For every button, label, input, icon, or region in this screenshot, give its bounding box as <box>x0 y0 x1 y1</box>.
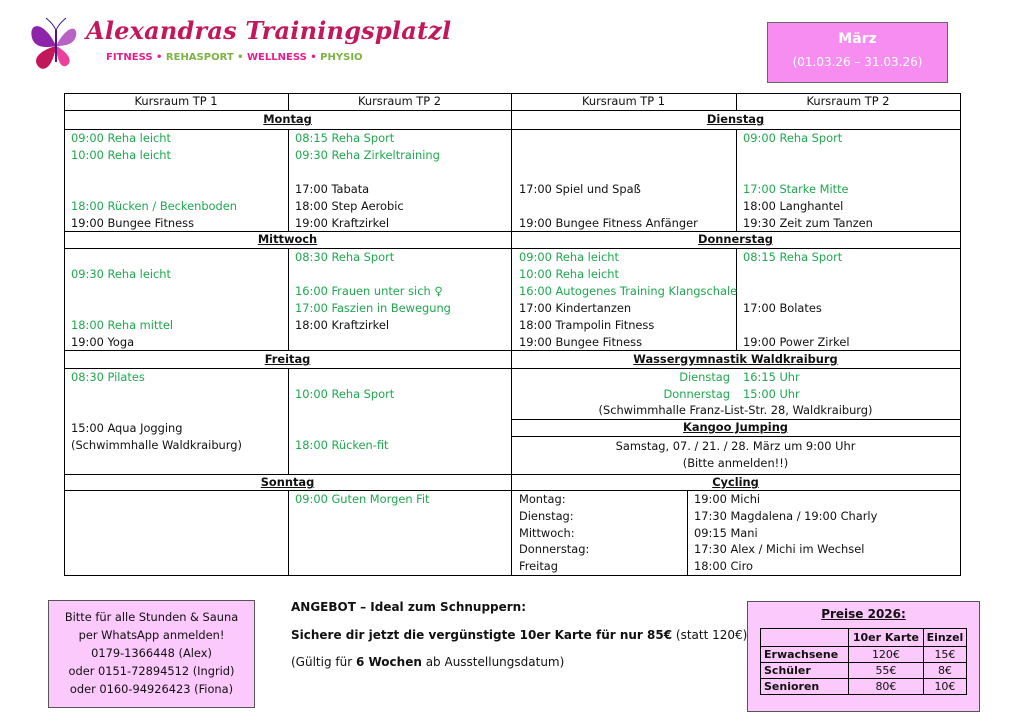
sonntag-tp2-course: 09:00 Guten Morgen Fit <box>295 492 430 506</box>
freitag-tp2-course: 10:00 Reha Sport <box>295 387 395 401</box>
mittwoch-tp2-course: 18:00 Kraftzirkel <box>295 318 390 332</box>
tagline-fitness: FITNESS <box>106 52 153 63</box>
column-header-tp1-left: Kursraum TP 1 <box>134 94 218 108</box>
month-name: März <box>838 31 877 47</box>
cycling-row <box>519 508 959 525</box>
prices-row <box>761 679 967 695</box>
cycling-list <box>519 491 959 575</box>
prices-row-label: Senioren <box>761 679 849 695</box>
offer-valid-pre: (Gültig für <box>291 655 356 669</box>
prices-single-value: 10€ <box>923 679 966 695</box>
prices-row-label: Schüler <box>761 663 849 679</box>
mittwoch-tp2-course: 08:30 Reha Sport <box>295 250 395 264</box>
tagline-physio: PHYSIO <box>320 52 363 63</box>
donnerstag-tp1-course: 18:00 Trampolin Fitness <box>519 318 655 332</box>
prices-title: Preise 2026: <box>821 607 906 621</box>
montag-tp2-course: 09:30 Reha Zirkeltraining <box>295 148 440 162</box>
freitag-tp2 <box>295 369 394 454</box>
prices-row-label: Erwachsene <box>761 647 849 663</box>
wasser-time-1: 16:15 Uhr <box>743 370 800 384</box>
day-header-dienstag: Dienstag <box>706 112 765 126</box>
mittwoch-tp1-empty-slot <box>71 300 173 317</box>
dienstag-tp2 <box>743 130 873 232</box>
donnerstag-tp1 <box>519 249 737 351</box>
dienstag-tp2-course: 09:00 Reha Sport <box>743 131 843 145</box>
kangoo-dates: Samstag, 07. / 21. / 28. März um 9:00 Uhr <box>615 439 856 453</box>
section-header-kangoo: Kangoo Jumping <box>683 420 788 434</box>
cycling-day: Dienstag: <box>519 508 574 523</box>
contact-line: oder 0160-94926423 (Fiona) <box>69 682 234 696</box>
cycling-row <box>519 525 959 542</box>
dienstag-tp1-empty-slot <box>519 198 698 215</box>
donnerstag-tp1-course: 19:00 Bungee Fitness <box>519 335 643 349</box>
donnerstag-tp2-course: 08:15 Reha Sport <box>743 250 843 264</box>
cycling-trainer: 09:15 Mani <box>694 525 758 540</box>
column-header-tp2-right: Kursraum TP 2 <box>806 94 890 108</box>
contact-line: oder 0151-72894512 (Ingrid) <box>68 664 235 678</box>
offer-price-bold: Sichere dir jetzt die vergünstigte 10er Karte für nur 85€ <box>291 628 673 642</box>
cycling-row <box>519 491 959 508</box>
donnerstag-tp2-empty-slot <box>743 283 850 300</box>
mittwoch-tp2-course: 17:00 Faszien in Bewegung <box>295 301 451 315</box>
day-header-donnerstag: Donnerstag <box>698 232 773 246</box>
dienstag-tp2-course: 19:30 Zeit zum Tanzen <box>743 216 873 230</box>
dienstag-tp2-empty-slot <box>743 164 873 181</box>
mittwoch-tp1-course: 19:00 Yoga <box>71 335 135 349</box>
prices-header-single: Einzel <box>923 629 966 647</box>
montag-tp1 <box>71 130 237 232</box>
prices-row <box>761 647 967 663</box>
cycling-day: Freitag <box>519 559 559 574</box>
cycling-trainer: 19:00 Michi <box>694 492 761 506</box>
prices-single-value: 8€ <box>923 663 966 679</box>
cycling-trainer: 17:30 Magdalena / 19:00 Charly <box>694 508 878 523</box>
mittwoch-tp1-course: 18:00 Reha mittel <box>71 318 174 332</box>
montag-tp2 <box>295 130 440 232</box>
offer-line-1 <box>291 626 748 644</box>
mittwoch-tp2-course: 16:00 Frauen unter sich ♀ <box>295 284 443 298</box>
prices-card-value: 55€ <box>848 663 923 679</box>
column-header-tp2-left: Kursraum TP 2 <box>357 94 442 108</box>
mittwoch-tp2-empty-slot <box>295 266 451 283</box>
dienstag-tp1 <box>519 130 698 232</box>
section-header-wassergymnastik: Wassergymnastik Waldkraiburg <box>633 352 838 366</box>
donnerstag-tp2 <box>743 249 850 351</box>
cycling-day: Donnerstag: <box>519 542 590 557</box>
mittwoch-tp1-empty-slot <box>71 249 173 266</box>
prices-header-card: 10er Karte <box>848 629 923 647</box>
offer-valid-post: ab Ausstellungsdatum) <box>421 655 565 669</box>
montag-tp1-course: 09:00 Reha leicht <box>71 131 171 145</box>
offer-price-rest: (statt 120€) <box>672 628 748 642</box>
mittwoch-tp2-empty-slot <box>295 334 451 351</box>
prices-card-value: 80€ <box>848 679 923 695</box>
freitag-tp2-empty-slot <box>295 403 394 420</box>
dienstag-tp2-empty-slot <box>743 147 873 164</box>
cycling-day: Mittwoch: <box>519 525 575 540</box>
offer-line-2 <box>291 653 731 671</box>
prices-single-value: 15€ <box>923 647 966 663</box>
month-range: (01.03.26 – 31.03.26) <box>792 55 923 69</box>
montag-tp1-course: 10:00 Reha leicht <box>71 148 171 162</box>
freitag-tp2-course: 18:00 Rücken-fit <box>295 438 389 452</box>
donnerstag-tp2-course: 17:00 Bolates <box>743 301 822 315</box>
dienstag-tp1-empty-slot <box>519 147 698 164</box>
dienstag-tp1-course: 17:00 Spiel und Spaß <box>519 182 641 196</box>
dienstag-tp2-course: 18:00 Langhantel <box>743 199 844 213</box>
cycling-trainer: 17:30 Alex / Michi im Wechsel <box>694 542 865 557</box>
mittwoch-tp2 <box>295 249 451 351</box>
tagline-reha: REHASPORT <box>165 52 234 63</box>
cycling-row <box>519 558 959 575</box>
column-header-tp1-right: Kursraum TP 1 <box>581 94 666 108</box>
prices-header-empty <box>761 629 849 647</box>
prices-card-value: 120€ <box>848 647 923 663</box>
donnerstag-tp1-course: 09:00 Reha leicht <box>519 250 619 264</box>
contact-line: per WhatsApp anmelden! <box>78 628 225 642</box>
cycling-trainer: 18:00 Ciro <box>694 559 753 574</box>
montag-tp1-empty-slot <box>71 181 237 198</box>
dienstag-tp1-course: 19:00 Bungee Fitness Anfänger <box>519 216 698 230</box>
logo-title: Alexandras Trainingsplatzl <box>86 16 452 45</box>
kangoo-note: (Bitte anmelden!!) <box>682 456 789 470</box>
offer-valid-bold: 6 Wochen <box>355 655 422 669</box>
day-header-mittwoch: Mittwoch <box>257 232 318 246</box>
day-header-sonntag: Sonntag <box>260 475 315 489</box>
montag-tp2-course: 19:00 Kraftzirkel <box>295 216 390 230</box>
donnerstag-tp1-course: 10:00 Reha leicht <box>519 267 619 281</box>
day-header-freitag: Freitag <box>264 352 311 366</box>
contact-line: Bitte für alle Stunden & Sauna <box>64 610 239 624</box>
freitag-tp1-course: 15:00 Aqua Jogging <box>71 421 183 435</box>
dienstag-tp1-empty-slot <box>519 164 698 181</box>
montag-tp1-course: 19:00 Bungee Fitness <box>71 216 195 230</box>
donnerstag-tp2-empty-slot <box>743 317 850 334</box>
freitag-tp1-empty-slot <box>71 403 242 420</box>
prices-row <box>761 663 967 679</box>
montag-tp2-course: 18:00 Step Aerobic <box>295 199 404 213</box>
logo-tagline: FITNESS • REHASPORT • WELLNESS • PHYSIO <box>106 52 363 63</box>
freitag-tp2-empty-slot <box>295 369 394 386</box>
mittwoch-tp1 <box>71 249 173 351</box>
freitag-tp2-empty-slot <box>295 420 394 437</box>
contact-box <box>48 600 255 708</box>
offer-title: ANGEBOT – Ideal zum Schnuppern: <box>291 600 527 614</box>
contact-lines <box>49 608 254 698</box>
wasser-day-1: Dienstag <box>679 370 730 384</box>
freitag-tp1-empty-slot <box>71 386 242 403</box>
tagline-wellness: WELLNESS <box>247 52 307 63</box>
montag-tp2-empty-slot <box>295 164 440 181</box>
freitag-tp1-course: 08:30 Pilates <box>71 370 145 384</box>
montag-tp1-empty-slot <box>71 164 237 181</box>
donnerstag-tp2-empty-slot <box>743 266 850 283</box>
contact-line: 0179-1366448 (Alex) <box>91 646 212 660</box>
mittwoch-tp1-course: 09:30 Reha leicht <box>71 267 171 281</box>
montag-tp2-course: 17:00 Tabata <box>295 182 370 196</box>
sonntag-tp2 <box>295 491 430 508</box>
offer <box>291 598 748 671</box>
donnerstag-tp1-course: 17:00 Kindertanzen <box>519 301 632 315</box>
section-header-cycling: Cycling <box>712 475 759 489</box>
prices-table <box>760 628 967 695</box>
wasser-day-2: Donnerstag <box>663 387 730 401</box>
freitag-tp1-course: (Schwimmhalle Waldkraiburg) <box>71 438 242 452</box>
day-header-montag: Montag <box>263 112 312 126</box>
cycling-row <box>519 541 959 558</box>
donnerstag-tp2-course: 19:00 Power Zirkel <box>743 335 850 349</box>
montag-tp1-course: 18:00 Rücken / Beckenboden <box>71 199 237 213</box>
donnerstag-tp1-course: 16:00 Autogenes Training Klangschale <box>519 284 738 298</box>
dienstag-tp1-empty-slot <box>519 130 698 147</box>
montag-tp2-course: 08:15 Reha Sport <box>295 131 395 145</box>
cycling-day: Montag: <box>519 492 566 506</box>
freitag-tp1 <box>71 369 242 454</box>
mittwoch-tp1-empty-slot <box>71 283 173 300</box>
dienstag-tp2-course: 17:00 Starke Mitte <box>743 182 849 196</box>
wasser-time-2: 15:00 Uhr <box>743 387 800 401</box>
wasser-location: (Schwimmhalle Franz-List-Str. 28, Waldkraiburg) <box>598 403 873 417</box>
prices-box <box>747 601 980 712</box>
